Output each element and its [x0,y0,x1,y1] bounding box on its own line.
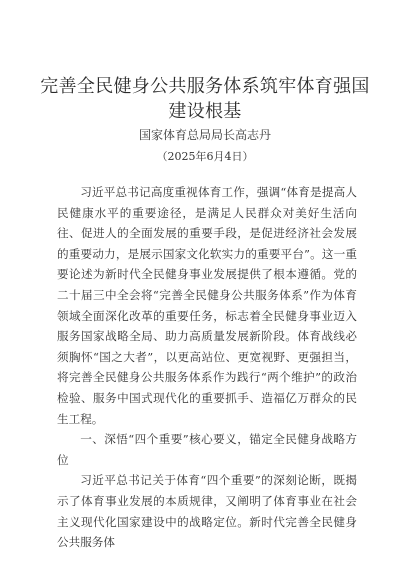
document-title: 完善全民健身公共服务体系筑牢体育强国建设根基 [40,76,370,122]
paragraph: 习近平总书记关于体育“四个重要”的深刻论断，既揭示了体育事业发展的本质规律，又阐明了体育事业在社会主义现代化国家建设中的战略定位。新时代完善全民健身公共服务体 [57,473,357,550]
section-heading: 一、深悟“四个重要”核心要义，锚定全民健身战略方位 [57,432,357,467]
document-body [57,182,357,553]
paragraph: 习近平总书记高度重视体育工作，强调“体育是提高人民健康水平的重要途径，是满足人民群众对美好生活向往、促进人的全面发展的重要手段，是促进经济社会发展的重要动力，是展示国家文化软实力的重要平台”。这一重要论述为新时代全民健身事业发展提供了根本遵循。党的二十届三中全会将“完善全民健身公共服务体系”作为体育领域全面深化改革的重要任务，标志着全民健身事业迈入服务国家战略全局、助力高质量发展新阶段。体育战线必须胸怀“国之大者”，以更高站位、更宽视野、更强担当，将完善全民健身公共服务体系作为践行“两个维护”的政治检验、服务中国式现代化的重要抓手、造福亿万群众的民生工程。 [57,185,357,426]
document-author: 国家体育总局局长高志丹 [138,128,271,142]
document-date: （2025年6月4日） [156,150,254,163]
